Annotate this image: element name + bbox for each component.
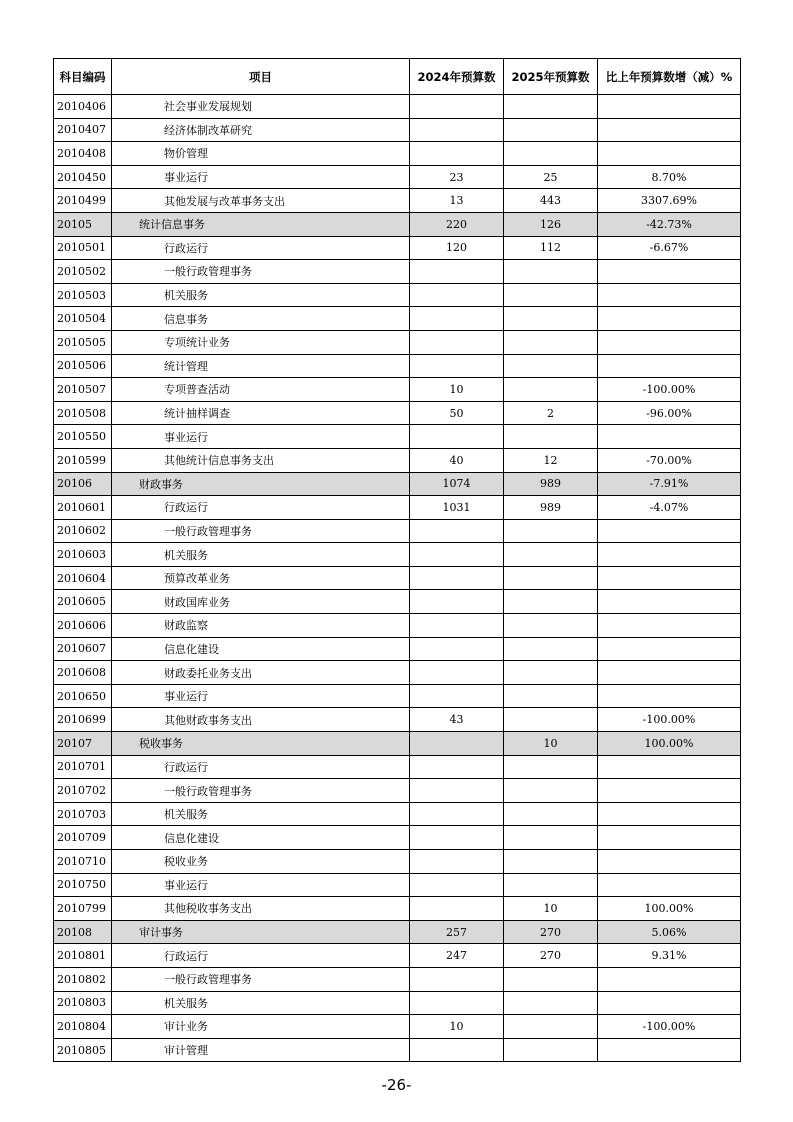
cell-code: 2010407 [54,118,112,142]
cell-code: 2010503 [54,283,112,307]
cell-change [598,779,741,803]
cell-budget-2024 [410,897,504,921]
cell-code: 2010750 [54,873,112,897]
cell-code: 2010607 [54,637,112,661]
category-row [54,212,741,236]
cell-change [598,991,741,1015]
table-row [54,260,741,284]
cell-code: 2010803 [54,991,112,1015]
cell-change: 9.31% [598,944,741,968]
cell-code: 2010605 [54,590,112,614]
cell-budget-2024 [410,802,504,826]
cell-budget-2025 [504,826,598,850]
cell-code: 2010508 [54,401,112,425]
cell-name: 财政委托业务支出 [112,661,410,685]
cell-change: -100.00% [598,378,741,402]
cell-name: 统计抽样调查 [112,401,410,425]
cell-name: 机关服务 [112,543,410,567]
cell-code: 20105 [54,212,112,236]
cell-budget-2024 [410,873,504,897]
table-row [54,637,741,661]
cell-budget-2025 [504,708,598,732]
cell-change [598,142,741,166]
cell-budget-2025 [504,1038,598,1062]
cell-name: 财政国库业务 [112,590,410,614]
cell-code: 2010505 [54,330,112,354]
cell-code: 2010602 [54,519,112,543]
cell-budget-2025 [504,95,598,119]
cell-name: 机关服务 [112,283,410,307]
table-row [54,425,741,449]
cell-code: 2010799 [54,897,112,921]
cell-budget-2025: 25 [504,165,598,189]
cell-code: 2010504 [54,307,112,331]
cell-budget-2025 [504,637,598,661]
cell-change: -6.67% [598,236,741,260]
cell-code: 2010603 [54,543,112,567]
cell-budget-2024 [410,95,504,119]
cell-budget-2024 [410,684,504,708]
cell-name: 审计管理 [112,1038,410,1062]
cell-change [598,566,741,590]
cell-code: 2010502 [54,260,112,284]
cell-budget-2024: 247 [410,944,504,968]
cell-budget-2025 [504,260,598,284]
table-row [54,944,741,968]
cell-name: 一般行政管理事务 [112,967,410,991]
cell-budget-2024: 13 [410,189,504,213]
cell-budget-2025: 270 [504,920,598,944]
cell-budget-2024: 220 [410,212,504,236]
cell-budget-2024 [410,732,504,756]
cell-name: 预算改革业务 [112,566,410,590]
cell-name: 统计信息事务 [112,212,410,236]
cell-change: -42.73% [598,212,741,236]
table-row [54,448,741,472]
cell-change: 100.00% [598,732,741,756]
cell-budget-2025 [504,991,598,1015]
cell-name: 其他发展与改革事务支出 [112,189,410,213]
table-row [54,1015,741,1039]
cell-budget-2025 [504,684,598,708]
cell-name: 事业运行 [112,873,410,897]
cell-change [598,637,741,661]
cell-code: 2010507 [54,378,112,402]
cell-name: 物价管理 [112,142,410,166]
cell-budget-2024 [410,755,504,779]
cell-budget-2024: 50 [410,401,504,425]
cell-budget-2025 [504,307,598,331]
category-row [54,732,741,756]
cell-budget-2025: 270 [504,944,598,968]
cell-budget-2024: 23 [410,165,504,189]
cell-name: 专项普查活动 [112,378,410,402]
cell-budget-2025 [504,283,598,307]
header-budget-2024: 2024年预算数 [410,59,504,95]
cell-budget-2025 [504,779,598,803]
cell-budget-2025 [504,378,598,402]
table-row [54,496,741,520]
cell-code: 2010601 [54,496,112,520]
table-row [54,566,741,590]
cell-change [598,425,741,449]
cell-code: 2010501 [54,236,112,260]
cell-change: -4.07% [598,496,741,520]
cell-change [598,519,741,543]
cell-change: 5.06% [598,920,741,944]
cell-budget-2025 [504,755,598,779]
cell-budget-2024: 1074 [410,472,504,496]
table-row [54,684,741,708]
cell-name: 机关服务 [112,802,410,826]
cell-budget-2024: 43 [410,708,504,732]
cell-budget-2025: 126 [504,212,598,236]
cell-change [598,118,741,142]
cell-budget-2024 [410,354,504,378]
cell-change: -96.00% [598,401,741,425]
cell-name: 社会事业发展规划 [112,95,410,119]
cell-code: 2010608 [54,661,112,685]
table-row [54,850,741,874]
cell-change: 8.70% [598,165,741,189]
cell-budget-2024 [410,850,504,874]
cell-name: 审计事务 [112,920,410,944]
cell-budget-2024 [410,590,504,614]
table-row [54,142,741,166]
cell-budget-2024 [410,614,504,638]
table-row [54,897,741,921]
cell-budget-2025 [504,661,598,685]
cell-change [598,850,741,874]
table-row [54,118,741,142]
table-row [54,661,741,685]
cell-budget-2024: 10 [410,378,504,402]
cell-change [598,614,741,638]
cell-budget-2024: 10 [410,1015,504,1039]
table-row [54,189,741,213]
cell-name: 其他税收事务支出 [112,897,410,921]
table-row [54,307,741,331]
table-body [54,95,741,1062]
cell-budget-2024 [410,330,504,354]
cell-budget-2025 [504,142,598,166]
cell-name: 其他财政事务支出 [112,708,410,732]
cell-budget-2025 [504,354,598,378]
cell-name: 财政事务 [112,472,410,496]
cell-budget-2024 [410,260,504,284]
header-budget-2025: 2025年预算数 [504,59,598,95]
cell-budget-2025 [504,614,598,638]
table-row [54,802,741,826]
cell-change [598,802,741,826]
cell-code: 2010408 [54,142,112,166]
cell-change [598,826,741,850]
cell-code: 2010709 [54,826,112,850]
cell-budget-2024 [410,637,504,661]
table-row [54,991,741,1015]
table-row [54,519,741,543]
table-row [54,543,741,567]
cell-change [598,307,741,331]
cell-code: 2010702 [54,779,112,803]
cell-budget-2024 [410,991,504,1015]
cell-change [598,684,741,708]
cell-change [598,1038,741,1062]
cell-budget-2025: 989 [504,472,598,496]
table-row [54,873,741,897]
cell-name: 行政运行 [112,236,410,260]
cell-budget-2025: 12 [504,448,598,472]
cell-name: 行政运行 [112,755,410,779]
cell-code: 2010599 [54,448,112,472]
cell-name: 信息化建设 [112,826,410,850]
cell-code: 20107 [54,732,112,756]
cell-name: 经济体制改革研究 [112,118,410,142]
cell-code: 2010703 [54,802,112,826]
cell-name: 一般行政管理事务 [112,779,410,803]
table-row [54,236,741,260]
cell-name: 专项统计业务 [112,330,410,354]
cell-code: 2010802 [54,967,112,991]
cell-code: 2010406 [54,95,112,119]
cell-change [598,873,741,897]
table-header-row [54,59,741,95]
cell-change: 100.00% [598,897,741,921]
cell-name: 财政监察 [112,614,410,638]
table-row [54,378,741,402]
cell-name: 信息化建设 [112,637,410,661]
cell-code: 2010550 [54,425,112,449]
cell-name: 行政运行 [112,944,410,968]
cell-change [598,590,741,614]
cell-code: 2010450 [54,165,112,189]
cell-name: 行政运行 [112,496,410,520]
cell-budget-2024 [410,661,504,685]
cell-budget-2024 [410,1038,504,1062]
cell-code: 20106 [54,472,112,496]
table-row [54,283,741,307]
cell-budget-2025 [504,873,598,897]
cell-change [598,95,741,119]
cell-budget-2024 [410,425,504,449]
cell-code: 2010710 [54,850,112,874]
cell-budget-2024 [410,566,504,590]
header-change: 比上年预算数增（减）% [598,59,741,95]
cell-budget-2025: 989 [504,496,598,520]
cell-budget-2024 [410,826,504,850]
table-row [54,330,741,354]
cell-change [598,330,741,354]
cell-budget-2025 [504,118,598,142]
cell-name: 税收业务 [112,850,410,874]
cell-code: 2010506 [54,354,112,378]
cell-budget-2025: 10 [504,732,598,756]
cell-budget-2025: 10 [504,897,598,921]
cell-name: 税收事务 [112,732,410,756]
cell-budget-2024 [410,142,504,166]
cell-change [598,543,741,567]
cell-change: -100.00% [598,1015,741,1039]
table-row [54,1038,741,1062]
table-row [54,708,741,732]
cell-code: 2010801 [54,944,112,968]
cell-change: -7.91% [598,472,741,496]
cell-change [598,661,741,685]
cell-budget-2025 [504,1015,598,1039]
cell-name: 统计管理 [112,354,410,378]
table-row [54,967,741,991]
cell-change [598,755,741,779]
cell-budget-2024 [410,779,504,803]
cell-name: 审计业务 [112,1015,410,1039]
table-row [54,614,741,638]
cell-change [598,283,741,307]
cell-budget-2025 [504,802,598,826]
cell-budget-2025 [504,566,598,590]
cell-budget-2025 [504,967,598,991]
cell-budget-2024 [410,283,504,307]
cell-code: 2010499 [54,189,112,213]
cell-budget-2025 [504,330,598,354]
table-row [54,401,741,425]
cell-code: 2010805 [54,1038,112,1062]
budget-table [53,58,741,1062]
cell-change: -100.00% [598,708,741,732]
cell-change [598,354,741,378]
table-row [54,165,741,189]
cell-budget-2024: 120 [410,236,504,260]
cell-name: 一般行政管理事务 [112,260,410,284]
cell-code: 2010701 [54,755,112,779]
cell-name: 信息事务 [112,307,410,331]
cell-budget-2025 [504,543,598,567]
cell-code: 20108 [54,920,112,944]
cell-name: 一般行政管理事务 [112,519,410,543]
cell-change [598,967,741,991]
cell-budget-2024: 40 [410,448,504,472]
cell-budget-2024 [410,118,504,142]
cell-budget-2024 [410,543,504,567]
cell-change [598,260,741,284]
table-row [54,779,741,803]
category-row [54,920,741,944]
cell-budget-2025: 443 [504,189,598,213]
cell-name: 事业运行 [112,684,410,708]
table-row [54,755,741,779]
cell-budget-2024 [410,967,504,991]
cell-budget-2024 [410,307,504,331]
cell-code: 2010650 [54,684,112,708]
cell-budget-2024 [410,519,504,543]
page-number: -26- [381,1076,412,1094]
cell-budget-2025 [504,425,598,449]
cell-budget-2024: 257 [410,920,504,944]
table-row [54,826,741,850]
cell-budget-2025 [504,519,598,543]
cell-name: 其他统计信息事务支出 [112,448,410,472]
table-row [54,95,741,119]
cell-code: 2010606 [54,614,112,638]
cell-name: 事业运行 [112,425,410,449]
category-row [54,472,741,496]
cell-name: 机关服务 [112,991,410,1015]
cell-budget-2025: 112 [504,236,598,260]
cell-change: 3307.69% [598,189,741,213]
cell-name: 事业运行 [112,165,410,189]
cell-budget-2025: 2 [504,401,598,425]
table-row [54,354,741,378]
cell-budget-2024: 1031 [410,496,504,520]
cell-change: -70.00% [598,448,741,472]
cell-budget-2025 [504,590,598,614]
cell-budget-2025 [504,850,598,874]
table-row [54,590,741,614]
cell-code: 2010604 [54,566,112,590]
header-name: 项目 [112,59,410,95]
header-code: 科目编码 [54,59,112,95]
cell-code: 2010699 [54,708,112,732]
cell-code: 2010804 [54,1015,112,1039]
